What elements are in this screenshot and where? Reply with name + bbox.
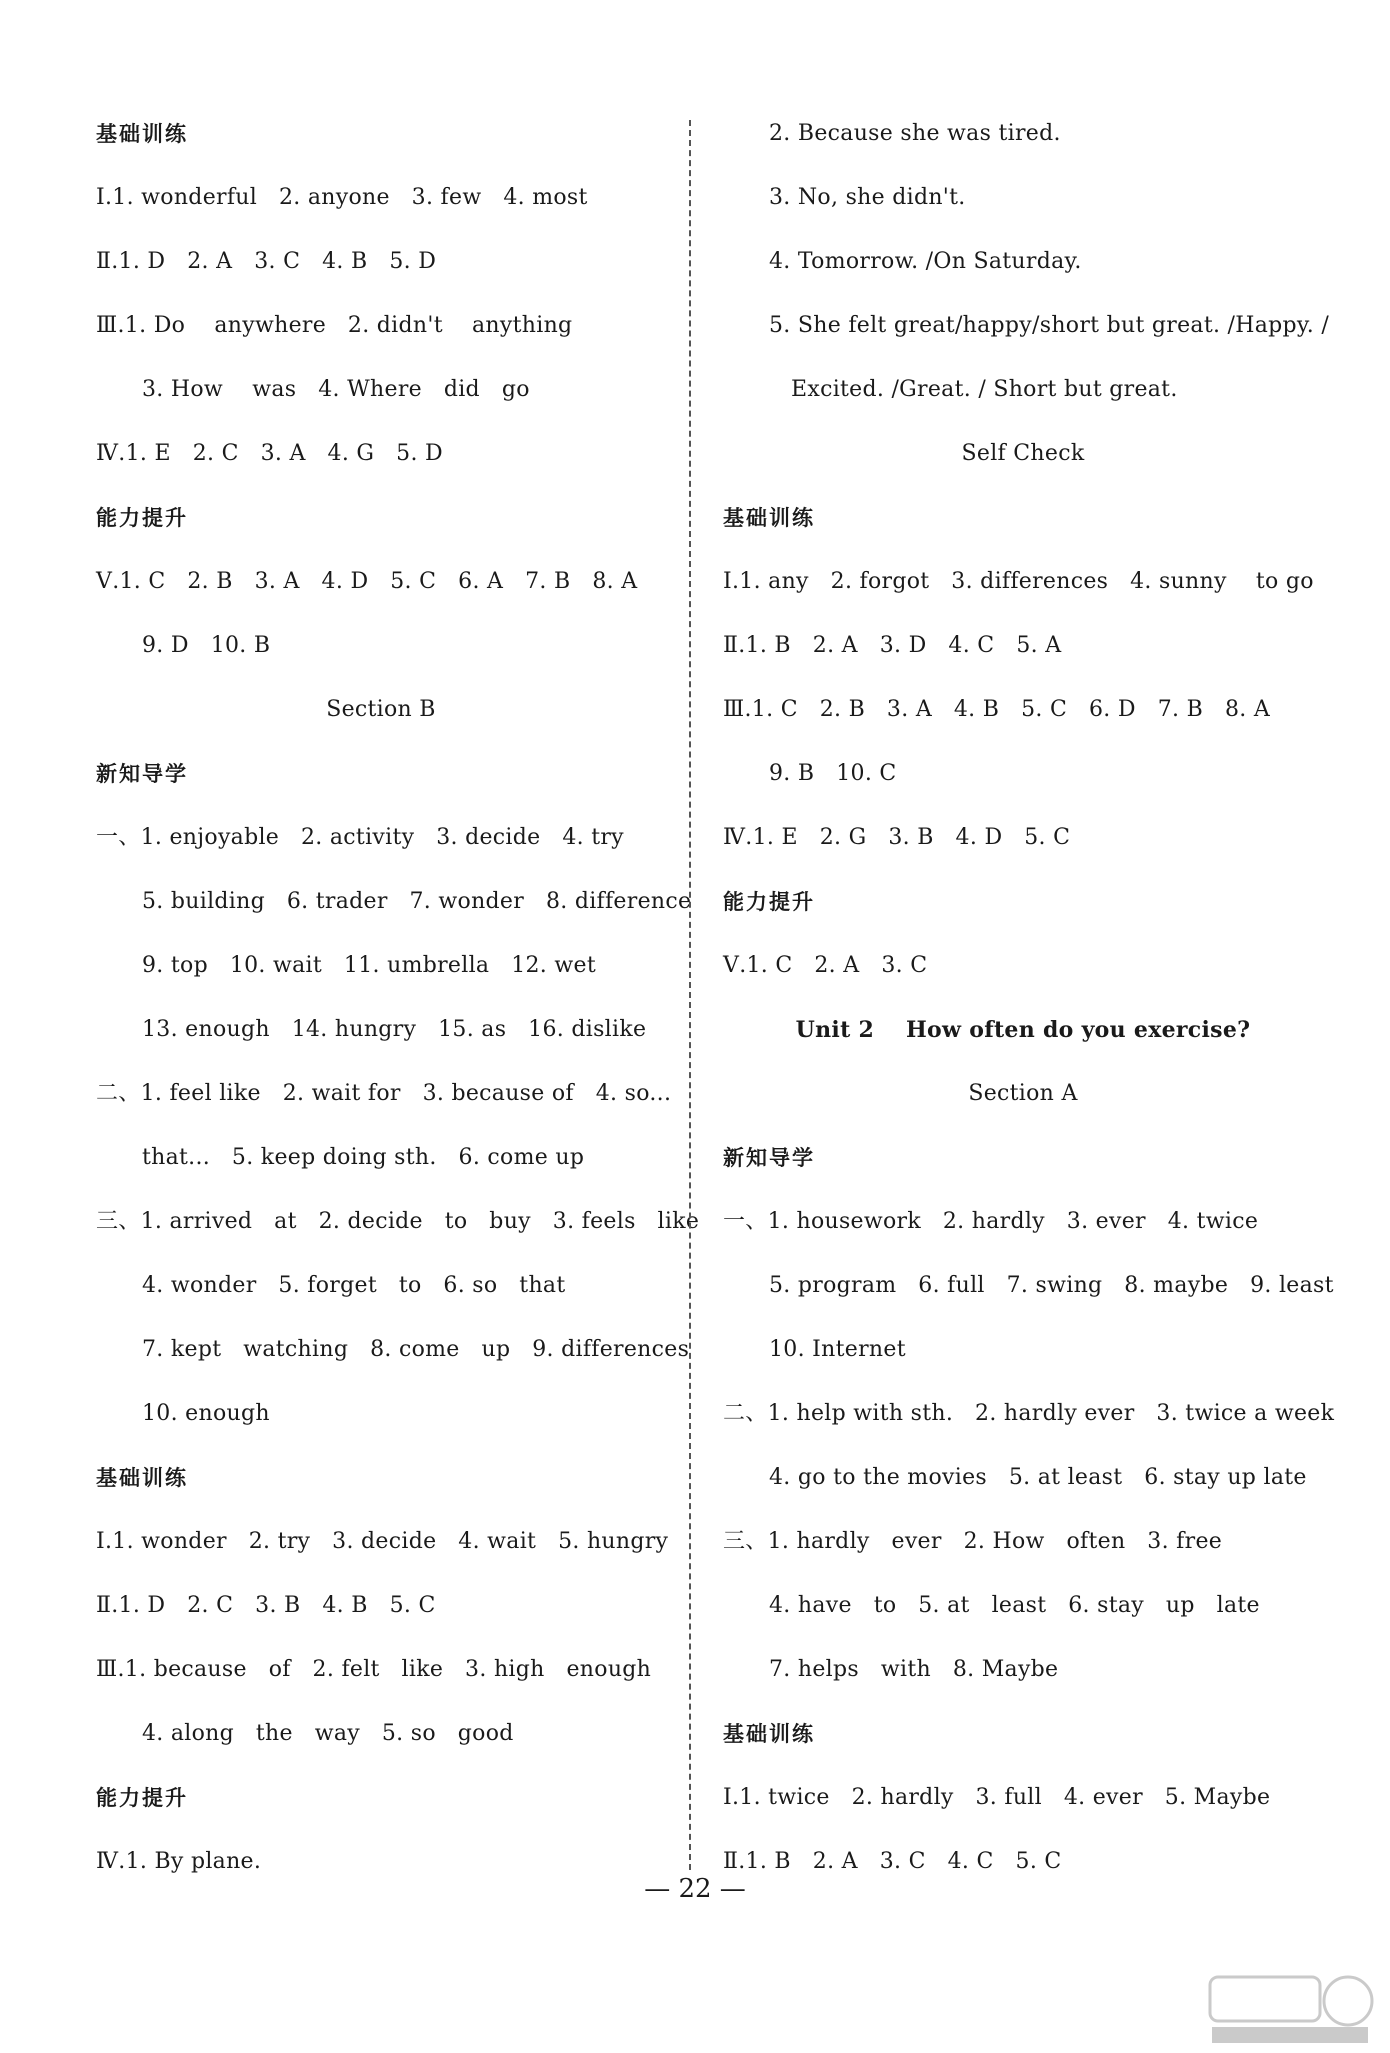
answer-line: Ⅰ.1. twice 2. hardly 3. full 4. ever 5. Maybe (723, 1785, 1271, 1810)
unit-title: Unit 2 How often do you exercise? (795, 1017, 1251, 1043)
answer-line: Ⅴ.1. C 2. A 3. C (723, 953, 928, 978)
answer-line: 10. Internet (769, 1337, 906, 1362)
section-heading: 能力提升 (96, 506, 188, 530)
answer-line: 4. Tomorrow. /On Saturday. (769, 249, 1082, 274)
answer-line: 二、1. feel like 2. wait for 3. because of 4. so... (96, 1081, 672, 1106)
answer-line: Ⅲ.1. C 2. B 3. A 4. B 5. C 6. D 7. B 8. A (723, 697, 1271, 722)
answer-line: 9. top 10. wait 11. umbrella 12. wet (142, 953, 596, 978)
watermark-logo (1200, 1967, 1380, 2047)
answer-line: Ⅳ.1. E 2. G 3. B 4. D 5. C (723, 825, 1071, 850)
section-heading: 能力提升 (723, 890, 815, 914)
section-heading: 新知导学 (723, 1146, 815, 1170)
section-heading: 基础训练 (723, 1722, 815, 1746)
answer-line: Ⅱ.1. D 2. A 3. C 4. B 5. D (96, 249, 437, 274)
answer-line: 13. enough 14. hungry 15. as 16. dislike (142, 1017, 647, 1042)
answer-line: Ⅰ.1. any 2. forgot 3. differences 4. sunny to go (723, 569, 1314, 594)
section-title: Self Check (961, 441, 1085, 466)
section-heading: 新知导学 (96, 762, 188, 786)
right-column (723, 110, 1335, 1902)
answer-line: 7. kept watching 8. come up 9. differences (142, 1337, 690, 1362)
answer-line: 5. building 6. trader 7. wonder 8. difference (142, 889, 692, 914)
answer-line: 9. D 10. B (142, 633, 271, 658)
answer-line: 9. B 10. C (769, 761, 897, 786)
answer-line: 一、1. housework 2. hardly 3. ever 4. twice (723, 1209, 1259, 1234)
answer-line: 三、1. hardly ever 2. How often 3. free (723, 1529, 1223, 1554)
answer-line: 三、1. arrived at 2. decide to buy 3. feels like (96, 1209, 700, 1234)
answer-line: 5. program 6. full 7. swing 8. maybe 9. least (769, 1273, 1334, 1298)
column-divider (689, 120, 691, 1870)
answer-line: Ⅳ.1. E 2. C 3. A 4. G 5. D (96, 441, 443, 466)
answer-line: 3. How was 4. Where did go (142, 377, 530, 402)
answer-line: Ⅱ.1. D 2. C 3. B 4. B 5. C (96, 1593, 436, 1618)
answer-line: Ⅱ.1. B 2. A 3. D 4. C 5. A (723, 633, 1062, 658)
answer-line: Ⅳ.1. By plane. (96, 1849, 262, 1874)
answer-line: 一、1. enjoyable 2. activity 3. decide 4. try (96, 825, 624, 850)
answer-line: Ⅱ.1. B 2. A 3. C 4. C 5. C (723, 1849, 1062, 1874)
page-number: — 22 — (644, 1874, 746, 1904)
section-title: Section B (326, 697, 436, 722)
answer-line: 4. go to the movies 5. at least 6. stay up late (769, 1465, 1307, 1490)
answer-line: Ⅰ.1. wonder 2. try 3. decide 4. wait 5. hungry (96, 1529, 669, 1554)
answer-line: that... 5. keep doing sth. 6. come up (142, 1145, 585, 1170)
answer-line: Excited. /Great. / Short but great. (791, 377, 1178, 402)
answer-line: 5. She felt great/happy/short but great. /Happy. / (769, 313, 1330, 338)
answer-line: Ⅲ.1. Do anywhere 2. didn't anything (96, 313, 573, 338)
answer-line: 二、1. help with sth. 2. hardly ever 3. twice a week (723, 1401, 1335, 1426)
answer-line: Ⅲ.1. because of 2. felt like 3. high enough (96, 1657, 652, 1682)
answer-line: 4. have to 5. at least 6. stay up late (769, 1593, 1260, 1618)
section-heading: 基础训练 (96, 122, 188, 146)
answer-line: Ⅰ.1. wonderful 2. anyone 3. few 4. most (96, 185, 588, 210)
answer-line: 10. enough (142, 1401, 270, 1426)
answer-line: Ⅴ.1. C 2. B 3. A 4. D 5. C 6. A 7. B 8. A (96, 569, 638, 594)
section-heading: 能力提升 (96, 1786, 188, 1810)
section-heading: 基础训练 (723, 506, 815, 530)
answer-line: 7. helps with 8. Maybe (769, 1657, 1059, 1682)
answer-line: 4. along the way 5. so good (142, 1721, 514, 1746)
answer-line: 4. wonder 5. forget to 6. so that (142, 1273, 566, 1298)
answer-line: 2. Because she was tired. (769, 121, 1061, 146)
answer-line: 3. No, she didn't. (769, 185, 966, 210)
section-title: Section A (968, 1081, 1078, 1106)
section-heading: 基础训练 (96, 1466, 188, 1490)
